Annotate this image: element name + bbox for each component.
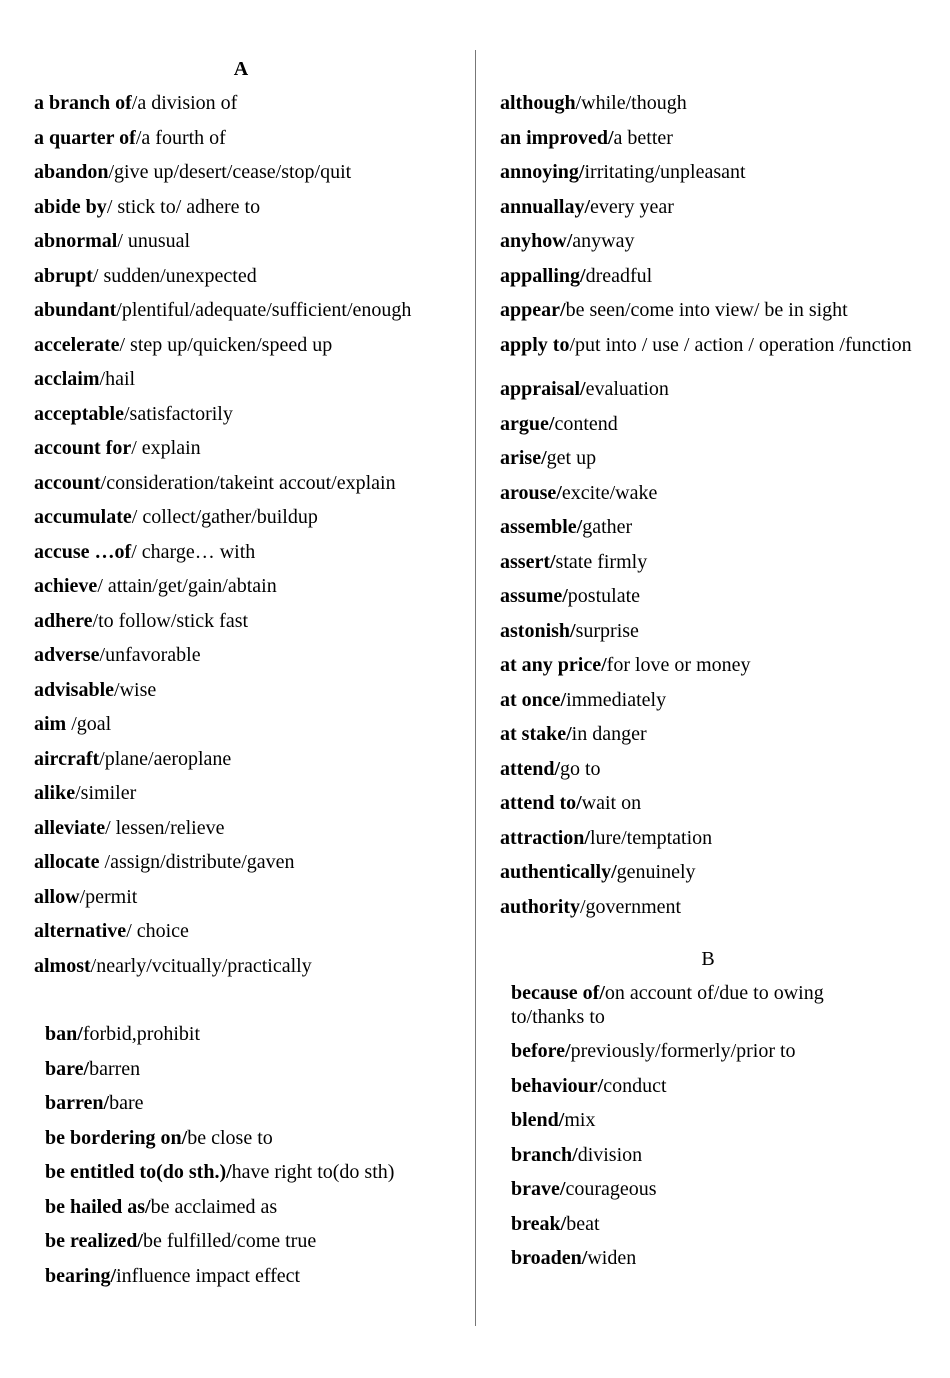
vocab-entry [34,397,448,432]
vocab-definition: / attain/get/gain/abtain [97,575,277,597]
vocab-term: aircraft [34,747,100,770]
vocab-entry [500,190,916,225]
vocab-term: abrupt [34,264,93,287]
vocab-term: account for [34,437,132,459]
vocab-term: abide by [34,195,107,218]
right-b-list [500,976,916,1276]
vocab-entry [45,1190,448,1225]
vocab-term: account [34,471,101,494]
vocab-entry [500,293,916,328]
vocab-entry [500,890,916,925]
vocab-definition: /satisfactorily [123,402,233,425]
vocab-term: appraisal/ [500,378,586,400]
vocab-definition: state firmly [555,550,648,573]
vocab-entry [34,362,448,397]
section-heading-a: A [233,58,249,80]
vocab-definition: irritating/unpleasant [584,161,746,183]
vocab-entry [34,121,448,156]
vocab-entry [34,500,448,535]
vocab-term: arise/ [500,447,547,469]
vocab-term: acceptable [34,402,124,425]
vocab-term: abandon [34,161,109,183]
vocab-definition: in danger [571,723,647,745]
vocab-definition: / unusual [117,230,191,252]
vocab-entry [34,845,448,880]
vocab-term: a quarter of [34,126,136,149]
vocab-definition: evaluation [585,378,669,400]
vocab-entry [34,190,448,225]
vocab-term: assert/ [500,550,556,573]
vocab-entry [500,86,916,121]
vocab-definition: / choice [126,920,189,942]
vocab-term: behaviour/ [511,1074,604,1097]
vocab-entry [34,259,448,294]
vocab-term: before/ [511,1040,571,1062]
vocab-term: blend/ [511,1109,565,1131]
vocab-entry [500,155,916,190]
vocab-term: annoying/ [500,161,585,183]
vocab-term: accumulate [34,506,132,528]
vocab-definition: /hail [99,368,136,390]
vocab-term: break/ [511,1212,567,1235]
vocab-definition: beat [566,1212,600,1235]
vocab-entry [500,545,916,580]
left-column [34,52,448,1293]
vocab-entry [500,121,916,156]
vocab-definition: anyway [572,230,635,252]
vocab-entry [34,776,448,811]
vocab-term: argue/ [500,412,555,435]
vocab-definition: bare [109,1092,144,1114]
vocab-definition: mix [564,1109,596,1131]
vocab-entry [500,579,916,614]
vocab-definition: /government [580,895,682,918]
vocab-definition: /to follow/stick fast [92,609,249,632]
vocab-term: at once/ [500,688,567,711]
vocab-term: be hailed as/ [45,1195,151,1218]
vocab-definition: surprise [575,619,639,642]
vocab-entry [34,914,448,949]
vocab-entry [511,976,856,1034]
vocab-term: anyhow/ [500,230,573,252]
vocab-term: be entitled to(do sth.)/ [45,1161,232,1183]
vocab-term: bearing/ [45,1264,117,1287]
vocab-definition: genuinely [616,861,696,883]
vocab-entry [34,86,448,121]
vocab-definition: /a division of [131,92,238,114]
vocab-entry [500,259,916,294]
vocab-definition: /while/though [575,92,687,114]
vocab-entry [34,155,448,190]
vocab-definition: /assign/distribute/gaven [104,851,295,873]
vocab-entry [34,707,448,742]
vocab-entry [45,1086,448,1121]
vocab-entry [45,1121,448,1156]
vocab-entry [34,328,448,363]
vocab-definition: / charge… with [131,540,256,563]
vocab-term: authentically/ [500,861,617,883]
vocab-definition: dreadful [585,264,653,287]
vocab-definition: /put into / use / action / operation /function [569,333,912,356]
vocab-entry [500,407,916,442]
section-heading-b: B [701,948,715,970]
right-a-list [500,86,916,924]
vocab-term: appalling/ [500,264,586,287]
vocab-entry [45,1224,448,1259]
vocab-definition: /nearly/vcitually/practically [90,954,312,977]
vocab-entry [511,1172,916,1207]
vocab-term: at stake/ [500,723,572,745]
vocab-entry [34,569,448,604]
vocab-definition: lure/temptation [589,826,713,849]
vocab-entry [511,1103,916,1138]
vocab-definition: influence impact effect [116,1264,301,1287]
vocab-term: alleviate [34,816,106,839]
vocab-definition: / stick to/ adhere to [106,195,261,218]
vocab-entry [500,224,916,259]
vocab-term: acclaim [34,368,100,390]
vocab-entry [500,510,916,545]
vocab-definition: postulate [567,585,641,607]
vocab-term: allow [34,885,80,908]
left-a-list [34,86,448,983]
vocab-entry [511,1138,916,1173]
left-b-list [34,1017,448,1293]
vocab-entry [500,476,916,511]
vocab-definition: /unfavorable [99,644,201,666]
vocab-term: an improved/ [500,126,614,149]
vocab-term: authority [500,895,580,918]
vocab-entry [511,1034,916,1069]
vocab-definition: previously/formerly/prior to [570,1040,796,1062]
vocab-definition: on account of/due to owing to/thanks to [511,982,824,1028]
vocab-entry [500,821,916,856]
vocab-entry [500,372,916,407]
vocab-definition: /plentiful/adequate/sufficient/enough [116,299,412,321]
vocab-definition: wait on [581,792,642,814]
vocab-term: advisable [34,678,115,701]
vocab-entry [500,614,916,649]
vocab-definition: barren [89,1057,141,1080]
vocab-definition: / sudden/unexpected [92,264,257,287]
column-divider [475,50,476,1326]
vocab-entry [500,648,916,683]
vocab-term: branch/ [511,1143,578,1166]
vocab-definition: /give up/desert/cease/stop/quit [108,161,352,183]
vocab-definition: be seen/come into view/ be in sight [565,299,848,321]
vocab-term: ban/ [45,1023,83,1045]
vocab-entry [500,328,916,373]
vocab-term: arouse/ [500,481,562,504]
heading-spacer [500,52,916,86]
vocab-definition: /wise [114,678,157,701]
vocab-term: be bordering on/ [45,1126,188,1149]
vocab-term: adhere [34,609,93,632]
vocab-term: abundant [34,299,117,321]
vocab-entry [34,638,448,673]
vocab-entry [45,1155,448,1190]
vocab-term: appear/ [500,299,566,321]
section-gap [500,924,916,942]
vocab-entry [34,535,448,570]
vocab-definition: get up [546,447,597,469]
vocab-term: a branch of [34,92,132,114]
vocab-definition: /similer [75,782,137,804]
vocab-term: annuallay/ [500,195,591,218]
vocab-definition: division [577,1143,643,1166]
vocab-term: allocate [34,851,105,873]
vocab-definition: widen [587,1247,637,1269]
vocab-entry [34,949,448,984]
vocab-entry [34,293,448,328]
vocab-term: assemble/ [500,516,583,538]
vocab-entry [511,1069,916,1104]
vocab-term: achieve [34,575,98,597]
vocab-term: attend to/ [500,792,582,814]
vocab-term: abnormal [34,230,118,252]
vocab-definition: excite/wake [561,481,658,504]
vocab-term: attend/ [500,757,560,780]
vocab-definition: be close to [187,1126,273,1149]
vocab-entry [500,855,916,890]
vocab-definition: immediately [566,688,667,711]
vocab-definition: every year [590,195,674,218]
vocab-definition: be fulfilled/come true [142,1230,317,1252]
vocab-entry [500,683,916,718]
vocab-term: brave/ [511,1178,566,1200]
vocab-entry [34,811,448,846]
vocab-entry [34,880,448,915]
vocab-term: broaden/ [511,1247,588,1269]
vocab-definition: forbid,prohibit [82,1023,201,1045]
vocab-definition: go to [560,757,601,780]
vocab-definition: /consideration/takeint accout/explain [100,471,396,494]
vocab-definition: / step up/quicken/speed up [119,333,333,356]
vocab-term: accuse …of [34,540,132,563]
vocab-term: apply to [500,333,570,356]
vocab-entry [500,786,916,821]
vocab-term: alike [34,782,76,804]
vocab-term: alternative [34,920,127,942]
vocab-entry [34,466,448,501]
vocab-term: at any price/ [500,654,607,676]
right-column [500,52,916,1276]
vocab-term: assume/ [500,585,568,607]
vocab-definition: courageous [565,1178,657,1200]
vocab-definition: be acclaimed as [150,1195,278,1218]
vocab-definition: /a fourth of [135,126,226,149]
vocab-term: be realized/ [45,1230,143,1252]
vocab-term: almost [34,954,91,977]
vocab-entry [500,752,916,787]
vocab-entry [34,224,448,259]
vocab-term: although [500,92,576,114]
vocab-term: barren/ [45,1092,110,1114]
vocab-entry [45,1259,448,1294]
vocab-definition: for love or money [606,654,751,676]
vocab-entry [500,717,916,752]
vocab-definition: /permit [79,885,138,908]
vocab-term: bare/ [45,1057,90,1080]
vocab-definition: /plane/aeroplane [99,747,232,770]
vocab-entry [34,673,448,708]
section-gap [34,983,448,1017]
vocab-term: attraction/ [500,826,590,849]
vocab-entry [34,431,448,466]
vocab-definition: / explain [131,437,201,459]
vocab-definition: gather [582,516,633,538]
vocab-definition: /goal [71,713,112,735]
vocab-definition: / lessen/relieve [105,816,225,839]
vocab-term: adverse [34,644,100,666]
vocab-term: because of/ [511,982,605,1004]
vocab-definition: / collect/gather/buildup [131,506,318,528]
vocab-definition: have right to(do sth) [231,1161,395,1183]
vocab-definition: conduct [603,1074,667,1097]
vocab-entry [511,1241,916,1276]
vocab-entry [45,1017,448,1052]
vocab-entry [34,604,448,639]
vocab-entry [34,742,448,777]
vocab-entry [500,441,916,476]
vocab-term: accelerate [34,333,120,356]
vocab-term: astonish/ [500,619,576,642]
vocab-entry [45,1052,448,1087]
vocab-definition: a better [613,126,673,149]
vocab-definition: contend [554,412,618,435]
vocab-term: aim [34,713,72,735]
vocab-entry [511,1207,916,1242]
